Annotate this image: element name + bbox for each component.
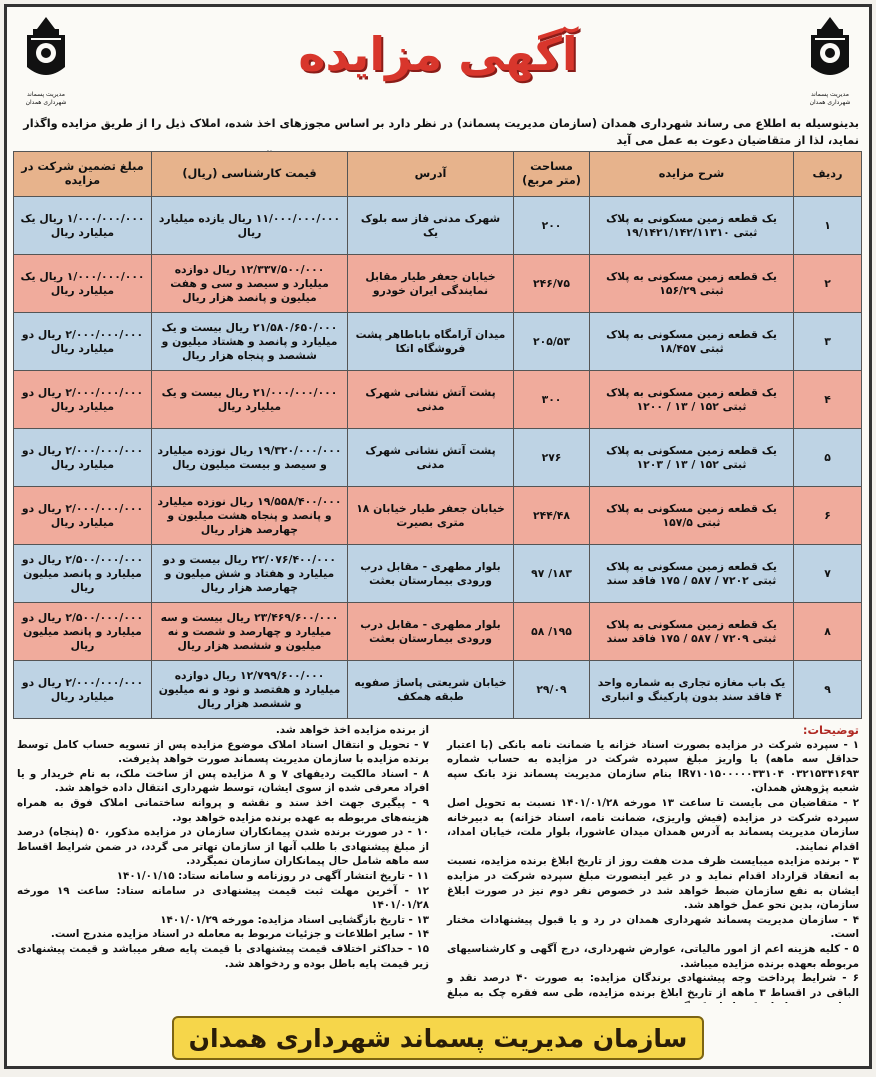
row-number: ۷ bbox=[794, 545, 862, 603]
row-description: یک قطعه زمین مسکونی به پلاک ثبتی ۱۵۲ / ۱۳ / ۱۲۰۰ bbox=[590, 371, 794, 429]
note-item: ۱ - سپرده شرکت در مزایده بصورت اسناد خزانه یا ضمانت نامه بانکی (با اعتبار حداقل سه ماهه) یا واریز مبلغ سپرده شرکت در مزایده به حساب شماره ۰۳۲۱۵۳۴۱۶۹۳ IR۷۱۰۱۵۰۰۰۰۰۳۳۱۰۴ بنام سازمان مدیریت پسماند نزد بانک سپه شعبه پژوهش همدان. bbox=[447, 738, 859, 795]
table-row bbox=[14, 371, 862, 429]
note-item: ۹ - پیگیری جهت اخذ سند و نقشه و پروانه ساختمانی املاک فوق به همراه هزینه‌های مربوطه به عهده برنده مزایده خواهد بود. bbox=[17, 796, 429, 824]
note-item: ۴ - سازمان مدیریت پسماند شهرداری همدان در رد و یا قبول پیشنهادات مختار است. bbox=[447, 913, 859, 941]
row-deposit: ۲/۰۰۰/۰۰۰/۰۰۰ ریال دو میلیارد ریال bbox=[14, 429, 152, 487]
header bbox=[7, 7, 869, 115]
note-item: ۸ - اسناد مالکیت ردیفهای ۷ و ۸ مزایده پس از ساخت ملک، به نام خریدار و یا افراد معرفی شده از سوی ایشان، توسط شهرداری انتقال داده خواهد شد. bbox=[17, 767, 429, 795]
row-number: ۳ bbox=[794, 313, 862, 371]
row-area: ۲۴۶/۷۵ bbox=[514, 255, 590, 313]
row-description: یک قطعه زمین مسکونی به پلاک ثبتی ۱۵۲ / ۱۳ / ۱۲۰۳ bbox=[590, 429, 794, 487]
row-deposit: ۲/۰۰۰/۰۰۰/۰۰۰ ریال دو میلیارد ریال bbox=[14, 487, 152, 545]
logo-left bbox=[15, 15, 77, 107]
row-description: یک باب مغازه تجاری به شماره واحد ۴ فاقد سند بدون پارکینگ و انباری bbox=[590, 661, 794, 719]
table-row bbox=[14, 545, 862, 603]
table-row bbox=[14, 255, 862, 313]
row-area: ۱۸۳/ ۹۷ bbox=[514, 545, 590, 603]
auction-table bbox=[13, 151, 862, 719]
row-address: بلوار مطهری - مقابل درب ورودی بیمارستان بعثت bbox=[348, 545, 514, 603]
note-item: ۶ - شرایط پرداخت وجه پیشنهادی برندگان مزایده: به صورت ۴۰ درصد نقد و الباقی در اقساط ۳ ماهه از تاریخ ابلاغ برنده مزایده، طی سه فقره چک به مبلغ bbox=[447, 972, 859, 999]
table-header-row bbox=[14, 152, 862, 197]
row-address: شهرک مدنی فاز سه بلوک یک bbox=[348, 197, 514, 255]
row-address: بلوار مطهری - مقابل درب ورودی بیمارستان بعثت bbox=[348, 603, 514, 661]
row-price: ۱۲/۳۳۷/۵۰۰/۰۰۰ ریال دوازده میلیارد و سیصد و سی و هفت میلیون و پانصد هزار ریال bbox=[152, 255, 348, 313]
row-number: ۵ bbox=[794, 429, 862, 487]
intro-line-2 bbox=[17, 149, 859, 151]
row-number: ۱ bbox=[794, 197, 862, 255]
row-description: یک قطعه زمین مسکونی به پلاک ثبتی ۱۵۷/۵ bbox=[590, 487, 794, 545]
header-area: مساحت (متر مربع) bbox=[514, 152, 590, 197]
header-address: آدرس bbox=[348, 152, 514, 197]
row-description: یک قطعه زمین مسکونی به پلاک ثبتی ۷۲۰۲ / ۵۸۷ / ۱۷۵ فاقد سند bbox=[590, 545, 794, 603]
table-row bbox=[14, 313, 862, 371]
table-row bbox=[14, 603, 862, 661]
row-deposit: ۱/۰۰۰/۰۰۰/۰۰۰ ریال یک میلیارد ریال bbox=[14, 255, 152, 313]
header-row-number: ردیف bbox=[794, 152, 862, 197]
footer-banner: سازمان مدیریت پسماند شهرداری همدان bbox=[172, 1016, 704, 1060]
row-number: ۸ bbox=[794, 603, 862, 661]
row-number: ۲ bbox=[794, 255, 862, 313]
note-item: ۱۰ - در صورت برنده شدن پیمانکاران سازمان در مزایده مذکور، ۵۰ (پنجاه) درصد از مبلغ پیشنهادی با طلب آنها از سازمان تهاتر می گردد، در ضمن شرایط اقساط سه ماهه شامل حال پیمانکاران سازمان نمیگردد. bbox=[17, 826, 429, 868]
row-description: یک قطعه زمین مسکونی به پلاک ثبتی ۱۸/۴۵۷ bbox=[590, 313, 794, 371]
row-address: پشت آتش نشانی شهرک مدنی bbox=[348, 371, 514, 429]
note-item: ۷ - تحویل و انتقال اسناد املاک موضوع مزایده پس از تسویه حساب کامل توسط برنده مزایده با سازمان مدیریت پسماند صورت خواهد پذیرفت. bbox=[17, 738, 429, 766]
table-row bbox=[14, 197, 862, 255]
notes-column-left bbox=[17, 723, 429, 971]
row-price: ۲۱/۵۸۰/۶۵۰/۰۰۰ ریال بیست و یک میلیارد و پانصد و هشتاد میلیون و ششصد و پنجاه هزار ریال bbox=[152, 313, 348, 371]
notes-title: توضیحات: bbox=[802, 723, 859, 737]
table-row bbox=[14, 661, 862, 719]
page-title: آگهی مزایده bbox=[298, 27, 578, 81]
logo-right bbox=[799, 15, 861, 107]
row-number: ۹ bbox=[794, 661, 862, 719]
note-item: ۱۴ - سایر اطلاعات و جزئیات مربوط به معامله در اسناد مزایده مندرج است. bbox=[50, 928, 429, 941]
note-item: ۲ - متقاضیان می بایست تا ساعت ۱۳ مورخه ۱۴۰۱/۰۱/۲۸ نسبت به تحویل اصل سپرده شرکت در مزایده (فیش واریزی، ضمانت نامه، اسناد خزانه) به دبیرخانه سازمان مدیریت پسماند به آدرس همدان میدان عاشورا، بلوار ملت، خیابان امداد، اقدام نمایند. bbox=[447, 796, 859, 853]
row-area: ۳۰۰ bbox=[514, 371, 590, 429]
row-area: ۲۷۶ bbox=[514, 429, 590, 487]
row-price: ۱۱/۰۰۰/۰۰۰/۰۰۰ ریال یازده میلیارد ریال bbox=[152, 197, 348, 255]
row-address: پشت آتش نشانی شهرک مدنی bbox=[348, 429, 514, 487]
municipality-emblem-icon bbox=[15, 15, 77, 85]
row-price: ۱۹/۳۲۰/۰۰۰/۰۰۰ ریال نوزده میلیارد و سیصد و بیست میلیون ریال bbox=[152, 429, 348, 487]
row-area: ۲۹/۰۹ bbox=[514, 661, 590, 719]
header-description: شرح مزایده bbox=[590, 152, 794, 197]
table-row bbox=[14, 487, 862, 545]
table-row bbox=[14, 429, 862, 487]
row-address: میدان آرامگاه باباطاهر پشت فروشگاه اتکا bbox=[348, 313, 514, 371]
note-item: ۳ - برنده مزایده میبایست ظرف مدت هفت روز از تاریخ ابلاغ برنده مزایده، نسبت به انعقاد قرارداد اقدام نماید و در غیر اینصورت مبلغ سپرده شرکت در مزایده ایشان به نفع سازمان ضبط خواهد شد در خصوص نفر دوم نیز در صورت ابلاغ سازمان، بدین نحو عمل خواهد شد. bbox=[447, 855, 859, 912]
intro-text bbox=[7, 115, 869, 151]
row-area: ۱۹۵/ ۵۸ bbox=[514, 603, 590, 661]
row-price: ۱۲/۷۹۹/۶۰۰/۰۰۰ ریال دوازده میلیارد و هفتصد و نود و نه میلیون و ششصد هزار ریال bbox=[152, 661, 348, 719]
row-price: ۲۱/۰۰۰/۰۰۰/۰۰۰ ریال بیست و یک میلیارد ریال bbox=[152, 371, 348, 429]
row-area: ۲۰۰ bbox=[514, 197, 590, 255]
municipality-emblem-icon bbox=[799, 15, 861, 85]
header-deposit: مبلغ تضمین شرکت در مزایده bbox=[14, 152, 152, 197]
row-deposit: ۱/۰۰۰/۰۰۰/۰۰۰ ریال یک میلیارد ریال bbox=[14, 197, 152, 255]
row-price: ۲۳/۴۶۹/۶۰۰/۰۰۰ ریال بیست و سه میلیارد و چهارصد و شصت و نه میلیون و ششصد هزار ریال bbox=[152, 603, 348, 661]
row-deposit: ۲/۰۰۰/۰۰۰/۰۰۰ ریال دو میلیارد ریال bbox=[14, 371, 152, 429]
note-item: ۱۱ - تاریخ انتشار آگهی در روزنامه و سامانه ستاد: ۱۴۰۱/۰۱/۱۵ bbox=[116, 869, 429, 882]
row-number: ۴ bbox=[794, 371, 862, 429]
row-area: ۲۴۴/۴۸ bbox=[514, 487, 590, 545]
row-description: یک قطعه زمین مسکونی به پلاک ثبتی ۱۹/۱۴۲۱/۱۴۲/۱۱۳۱۰ bbox=[590, 197, 794, 255]
row-area: ۲۰۵/۵۳ bbox=[514, 313, 590, 371]
note-item: ۱۲ - آخرین مهلت ثبت قیمت پیشنهادی در سامانه ستاد: ساعت ۱۹ مورخه ۱۴۰۱/۰۱/۲۸ bbox=[17, 884, 430, 912]
note-item: ۱۵ - حداکثر اختلاف قیمت پیشنهادی با قیمت پایه صفر میباشد و قیمت پیشنهادی زیر قیمت پایه باطل بوده و ردخواهد شد. bbox=[17, 942, 429, 970]
notes-section bbox=[17, 719, 859, 1003]
row-deposit: ۲/۵۰۰/۰۰۰/۰۰۰ ریال دو میلیارد و پانصد میلیون ریال bbox=[14, 545, 152, 603]
row-description: یک قطعه زمین مسکونی به پلاک ثبتی ۷۲۰۹ / ۵۸۷ / ۱۷۵ فاقد سند bbox=[590, 603, 794, 661]
row-deposit: ۲/۰۰۰/۰۰۰/۰۰۰ ریال دو میلیارد ریال bbox=[14, 313, 152, 371]
row-price: ۲۲/۰۷۶/۴۰۰/۰۰۰ ریال بیست و دو میلیارد و هفتاد و شش میلیون و چهارصد هزار ریال bbox=[152, 545, 348, 603]
row-address: خیابان شریعتی پاساژ صفویه طبقه همکف bbox=[348, 661, 514, 719]
logo-caption: مدیریت پسماند شهرداری همدان bbox=[809, 91, 851, 106]
note-item: ۵ - کلیه هزینه اعم از امور مالیاتی، عوارض شهرداری، درج آگهی و کارشناسیهای مربوطه بعهده برنده مزایده میباشد. bbox=[447, 942, 859, 970]
row-deposit: ۲/۵۰۰/۰۰۰/۰۰۰ ریال دو میلیارد و پانصد میلیون ریال bbox=[14, 603, 152, 661]
row-price: ۱۹/۵۵۸/۴۰۰/۰۰۰ ریال نوزده میلیارد و پانصد و پنجاه هشت میلیون و چهارصد هزار ریال bbox=[152, 487, 348, 545]
header-price: قیمت کارشناسی (ریال) bbox=[152, 152, 348, 197]
row-deposit: ۲/۰۰۰/۰۰۰/۰۰۰ ریال دو میلیارد ریال bbox=[14, 661, 152, 719]
notes-column-right bbox=[447, 723, 859, 1003]
row-number: ۶ bbox=[794, 487, 862, 545]
row-description: یک قطعه زمین مسکونی به پلاک ثبتی ۱۵۶/۲۹ bbox=[590, 255, 794, 313]
row-address: خیابان جعفر طیار مقابل نمایندگی ایران خودرو bbox=[348, 255, 514, 313]
row-address: خیابان جعفر طیار خیابان ۱۸ متری بصیرت bbox=[348, 487, 514, 545]
note-item: از برنده مزایده اخذ خواهد شد. bbox=[275, 724, 429, 736]
advertisement-page bbox=[4, 4, 872, 1069]
intro-line-1: بدینوسیله به اطلاع می رساند شهرداری همدان (سازمان مدیریت پسماند) در نظر دارد بر اساس مجوزهای اخذ شده، املاک ذیل را از طریق مزایده واگذار نماید، لذا از متقاضیان دعوت به عمل می آید bbox=[23, 117, 859, 147]
note-item: ۱۳ - تاریخ بازگشایی اسناد مزایده: مورخه ۱۴۰۱/۰۱/۲۹ bbox=[160, 913, 429, 926]
logo-caption: مدیریت پسماند شهرداری همدان bbox=[25, 91, 67, 106]
